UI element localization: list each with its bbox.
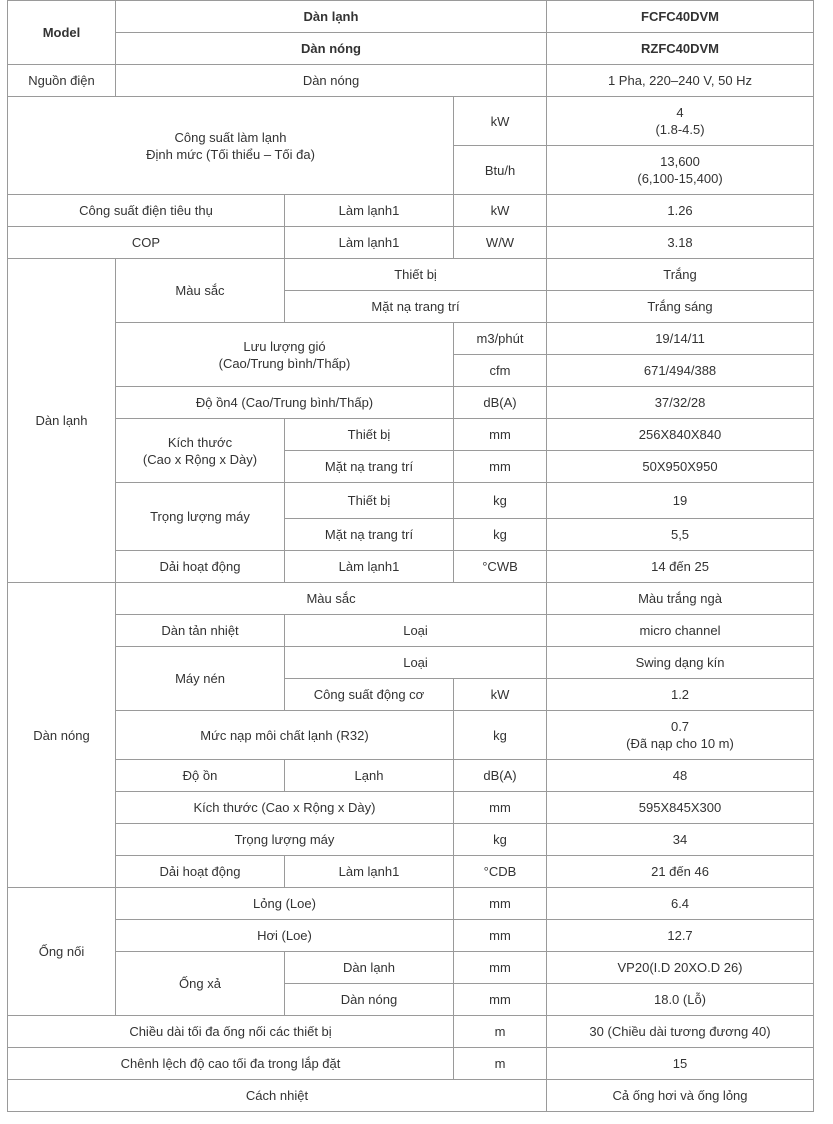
indoor-range-value: 14 đến 25 <box>547 551 814 583</box>
piping-drain-outdoor-value: 18.0 (Lỗ) <box>547 984 814 1016</box>
indoor-airflow-label <box>116 323 454 387</box>
indoor-dim-panel-value: 50X950X950 <box>547 451 814 483</box>
table-row <box>8 583 814 615</box>
outdoor-comp-motor-unit: kW <box>454 679 547 711</box>
indoor-dim-panel-unit: mm <box>454 451 547 483</box>
cooling-capacity-label-line2: Định mức (Tối thiểu – Tối đa) <box>146 146 315 162</box>
table-row <box>8 323 814 355</box>
indoor-color-device-value: Trắng <box>547 259 814 291</box>
indoor-noise-unit: dB(A) <box>454 387 547 419</box>
indoor-unit-label: Dàn lạnh <box>116 1 547 33</box>
outdoor-hx-type-value: micro channel <box>547 615 814 647</box>
table-row <box>8 1016 814 1048</box>
outdoor-hx-label: Dàn tản nhiệt <box>116 615 285 647</box>
indoor-airflow-m3-value: 19/14/11 <box>547 323 814 355</box>
outdoor-refrigerant-main: 0.7 <box>670 719 690 734</box>
table-row <box>8 551 814 583</box>
indoor-airflow-line2: (Cao/Trung bình/Thấp) <box>218 355 351 371</box>
indoor-noise-label: Độ ồn4 (Cao/Trung bình/Thấp) <box>116 387 454 419</box>
piping-drain-indoor-value: VP20(I.D 20XO.D 26) <box>547 952 814 984</box>
cop-label: COP <box>8 227 285 259</box>
table-row <box>8 65 814 97</box>
outdoor-range-unit: °CDB <box>454 856 547 888</box>
piping-liquid-label: Lỏng (Loe) <box>116 888 454 920</box>
cooling-kw-range: (1.8-4.5) <box>655 122 705 137</box>
piping-gas-value: 12.7 <box>547 920 814 952</box>
outdoor-noise-mode: Lạnh <box>285 760 454 792</box>
indoor-weight-device-value: 19 <box>547 483 814 519</box>
power-source-sub: Dàn nóng <box>116 65 547 97</box>
table-row <box>8 97 814 146</box>
power-consumption-unit: kW <box>454 195 547 227</box>
table-row <box>8 856 814 888</box>
outdoor-refrigerant-note: (Đã nạp cho 10 m) <box>626 736 734 751</box>
outdoor-weight-value: 34 <box>547 824 814 856</box>
indoor-color-panel-value: Trắng sáng <box>547 291 814 323</box>
outdoor-weight-label: Trọng lượng máy <box>116 824 454 856</box>
max-pipe-length-label: Chiều dài tối đa ống nối các thiết bị <box>8 1016 454 1048</box>
piping-liquid-value: 6.4 <box>547 888 814 920</box>
spec-table <box>7 0 814 1112</box>
max-pipe-length-unit: m <box>454 1016 547 1048</box>
outdoor-unit-label: Dàn nóng <box>116 33 547 65</box>
outdoor-color-label: Màu sắc <box>116 583 547 615</box>
max-height-diff-unit: m <box>454 1048 547 1080</box>
indoor-weight-label: Trọng lượng máy <box>116 483 285 551</box>
indoor-dim-device-label: Thiết bị <box>285 419 454 451</box>
table-row <box>8 888 814 920</box>
outdoor-dim-label: Kích thước (Cao x Rộng x Dày) <box>116 792 454 824</box>
outdoor-range-value: 21 đến 46 <box>547 856 814 888</box>
cooling-capacity-label-line1: Công suất làm lạnh <box>174 129 287 145</box>
power-source-label: Nguồn điện <box>8 65 116 97</box>
indoor-color-label: Màu sắc <box>116 259 285 323</box>
outdoor-dim-unit: mm <box>454 792 547 824</box>
power-consumption-label: Công suất điện tiêu thụ <box>8 195 285 227</box>
indoor-dim-device-unit: mm <box>454 419 547 451</box>
insulation-label: Cách nhiệt <box>8 1080 547 1112</box>
table-row <box>8 227 814 259</box>
cop-value: 3.18 <box>547 227 814 259</box>
indoor-airflow-cfm-unit: cfm <box>454 355 547 387</box>
indoor-section-label: Dàn lạnh <box>8 259 116 583</box>
outdoor-hx-type-label: Loại <box>285 615 547 647</box>
cooling-kw-main: 4 <box>676 105 684 120</box>
piping-gas-label: Hơi (Loe) <box>116 920 454 952</box>
cooling-kw-value <box>547 97 814 146</box>
outdoor-dim-value: 595X845X300 <box>547 792 814 824</box>
indoor-weight-panel-unit: kg <box>454 519 547 551</box>
table-row <box>8 760 814 792</box>
indoor-noise-value: 37/32/28 <box>547 387 814 419</box>
table-row <box>8 615 814 647</box>
indoor-airflow-m3-unit: m3/phút <box>454 323 547 355</box>
outdoor-range-mode: Làm lạnh1 <box>285 856 454 888</box>
piping-drain-outdoor-label: Dàn nóng <box>285 984 454 1016</box>
outdoor-comp-type-value: Swing dạng kín <box>547 647 814 679</box>
cooling-kw-unit: kW <box>454 97 547 146</box>
indoor-range-unit: °CWB <box>454 551 547 583</box>
table-row <box>8 1080 814 1112</box>
table-row <box>8 920 814 952</box>
table-row <box>8 711 814 760</box>
max-pipe-length-value: 30 (Chiều dài tương đương 40) <box>547 1016 814 1048</box>
indoor-color-panel-label: Mặt nạ trang trí <box>285 291 547 323</box>
table-row <box>8 483 814 519</box>
outdoor-model-value: RZFC40DVM <box>547 33 814 65</box>
outdoor-comp-type-label: Loại <box>285 647 547 679</box>
indoor-airflow-line1: Lưu lượng gió <box>243 338 326 354</box>
cooling-btu-unit: Btu/h <box>454 146 547 195</box>
table-row <box>8 33 814 65</box>
table-row <box>8 824 814 856</box>
indoor-dim-line1: Kích thước <box>167 434 233 450</box>
table-row <box>8 647 814 679</box>
indoor-range-mode: Làm lạnh1 <box>285 551 454 583</box>
indoor-dim-device-value: 256X840X840 <box>547 419 814 451</box>
piping-drain-indoor-unit: mm <box>454 952 547 984</box>
indoor-color-device-label: Thiết bị <box>285 259 547 291</box>
table-row <box>8 952 814 984</box>
cooling-btu-main: 13,600 <box>660 154 700 169</box>
outdoor-range-label: Dải hoạt động <box>116 856 285 888</box>
piping-drain-label: Ống xả <box>116 952 285 1016</box>
indoor-dim-line2: (Cao x Rộng x Dày) <box>142 451 258 467</box>
outdoor-noise-value: 48 <box>547 760 814 792</box>
indoor-model-value: FCFC40DVM <box>547 1 814 33</box>
indoor-dim-panel-label: Mặt nạ trang trí <box>285 451 454 483</box>
indoor-airflow-cfm-value: 671/494/388 <box>547 355 814 387</box>
outdoor-refrigerant-label: Mức nạp môi chất lạnh (R32) <box>116 711 454 760</box>
outdoor-weight-unit: kg <box>454 824 547 856</box>
outdoor-noise-unit: dB(A) <box>454 760 547 792</box>
power-source-value: 1 Pha, 220–240 V, 50 Hz <box>547 65 814 97</box>
outdoor-noise-label: Độ ồn <box>116 760 285 792</box>
piping-drain-indoor-label: Dàn lạnh <box>285 952 454 984</box>
outdoor-section-label: Dàn nóng <box>8 583 116 888</box>
indoor-dim-label <box>116 419 285 483</box>
max-height-diff-label: Chênh lệch độ cao tối đa trong lắp đặt <box>8 1048 454 1080</box>
piping-section-label: Ống nối <box>8 888 116 1016</box>
power-consumption-value: 1.26 <box>547 195 814 227</box>
indoor-weight-device-unit: kg <box>454 483 547 519</box>
indoor-weight-panel-label: Mặt nạ trang trí <box>285 519 454 551</box>
table-row <box>8 387 814 419</box>
cooling-capacity-label <box>8 97 454 195</box>
cooling-btu-range: (6,100-15,400) <box>637 171 723 186</box>
outdoor-color-value: Màu trắng ngà <box>547 583 814 615</box>
piping-gas-unit: mm <box>454 920 547 952</box>
max-height-diff-value: 15 <box>547 1048 814 1080</box>
table-row <box>8 259 814 291</box>
outdoor-comp-motor-label: Công suất động cơ <box>285 679 454 711</box>
power-consumption-mode: Làm lạnh1 <box>285 195 454 227</box>
table-row <box>8 1 814 33</box>
outdoor-refrigerant-value <box>547 711 814 760</box>
outdoor-comp-label: Máy nén <box>116 647 285 711</box>
outdoor-refrigerant-unit: kg <box>454 711 547 760</box>
model-label: Model <box>8 1 116 65</box>
outdoor-comp-motor-value: 1.2 <box>547 679 814 711</box>
indoor-weight-device-label: Thiết bị <box>285 483 454 519</box>
cop-unit: W/W <box>454 227 547 259</box>
indoor-range-label: Dải hoạt động <box>116 551 285 583</box>
table-row <box>8 1048 814 1080</box>
table-row <box>8 419 814 451</box>
cooling-btu-value <box>547 146 814 195</box>
cop-mode: Làm lạnh1 <box>285 227 454 259</box>
insulation-value: Cả ống hơi và ống lỏng <box>547 1080 814 1112</box>
piping-liquid-unit: mm <box>454 888 547 920</box>
indoor-weight-panel-value: 5,5 <box>547 519 814 551</box>
piping-drain-outdoor-unit: mm <box>454 984 547 1016</box>
table-row <box>8 792 814 824</box>
table-row <box>8 195 814 227</box>
